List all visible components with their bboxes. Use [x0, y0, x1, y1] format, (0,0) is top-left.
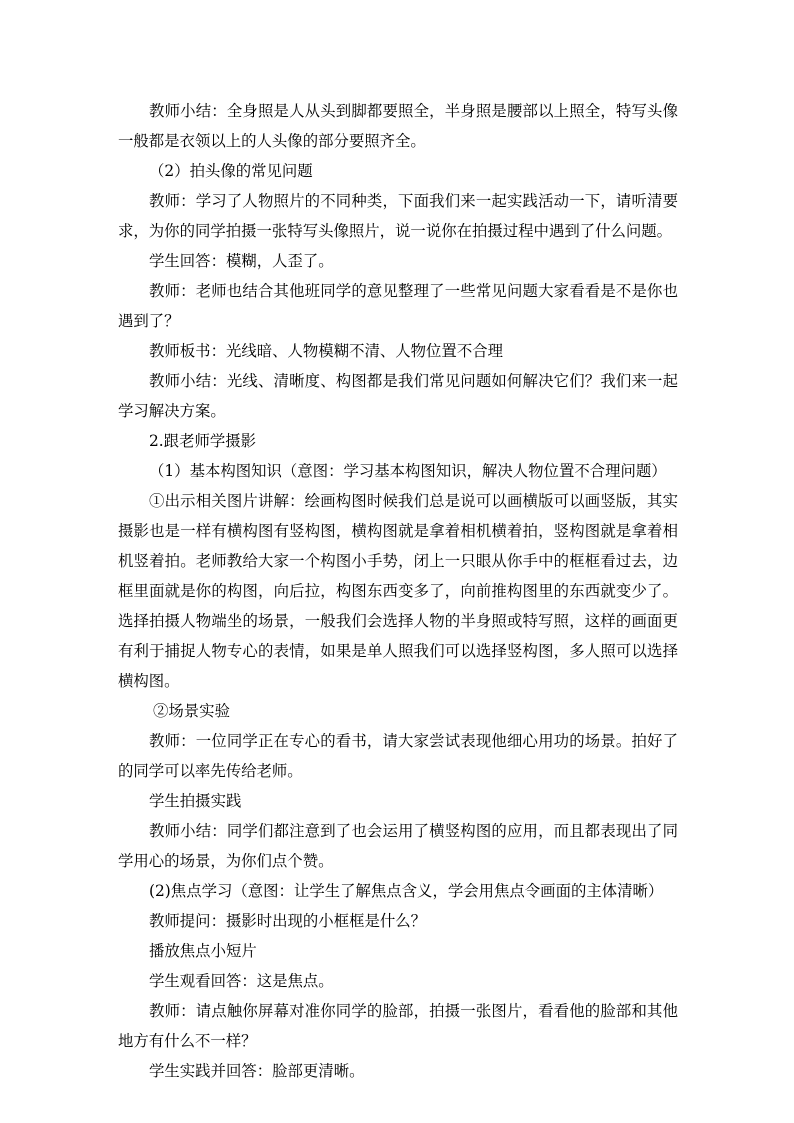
paragraph-teacher-common-problems: 教师：老师也结合其他班同学的意见整理了一些常见问题大家看看是不是你也遇到了？: [118, 282, 678, 330]
paragraph-play-focus-video: 播放焦点小短片: [149, 942, 257, 960]
paragraph-summary-solutions: 教师小结：光线、清晰度、构图都是我们常见问题如何解决它们？我们来一起学习解决方案。: [118, 372, 678, 420]
heading-composition-basics: （1）基本构图知识（意图：学习基本构图知识，解决人物位置不合理问题）: [149, 462, 667, 480]
paragraph-teacher-tap-face: 教师：请点触你屏幕对准你同学的脸部，拍摄一张图片，看看他的脸部和其他地方有什么不一样？: [118, 1002, 678, 1050]
heading-headshot-problems: （2）拍头像的常见问题: [149, 162, 313, 180]
paragraph-student-answer-focus: 学生观看回答：这是焦点。: [149, 972, 334, 990]
paragraph-student-answer-blurry: 学生回答：模糊，人歪了。: [149, 252, 334, 270]
document-body: [118, 96, 678, 1086]
paragraph-summary-composition: 教师小结：同学们都注意到了也会运用了横竖构图的应用，而且都表现出了同学用心的场景，为你们点个赞。: [118, 822, 678, 870]
paragraph-composition-explanation: ①出示相关图片讲解：绘画构图时候我们总是说可以画横版可以画竖版，其实摄影也是一样有横构图有竖构图，横构图就是拿着相机横着拍，竖构图就是拿着相机竖着拍。老师教给大家一个构图小手势，闭上一只眼从你手中的框框看过去，边框里面就是你的构图，向后拉，构图东西变多了，向前推构图里的东西就变少了。选择拍摄人物端坐的场景，一般我们会选择人物的半身照或特写照，这样的画面更有利于捕捉人物专心的表情，如果是单人照我们可以选择竖构图，多人照可以选择横构图。: [118, 492, 678, 690]
heading-scene-experiment: ②场景实验: [153, 702, 230, 720]
paragraph-summary-photo-types: 教师小结：全身照是人从头到脚都要照全，半身照是腰部以上照全，特写头像一般都是衣领以上的人头像的部分要照齐全。: [118, 102, 678, 150]
paragraph-teacher-blackboard: 教师板书：光线暗、人物模糊不清、人物位置不合理: [149, 342, 503, 360]
paragraph-teacher-reading-scene: 教师：一位同学正在专心的看书，请大家尝试表现他细心用功的场景。拍好了的同学可以率先传给老师。: [118, 732, 678, 780]
paragraph-teacher-question-focus: 教师提问：摄影时出现的小框框是什么？: [149, 912, 427, 930]
heading-learn-photography: 2.跟老师学摄影: [149, 432, 257, 450]
paragraph-student-shooting-practice: 学生拍摄实践: [149, 792, 242, 810]
heading-focus-learning: (2)焦点学习（意图：让学生了解焦点含义，学会用焦点令画面的主体清晰）: [149, 882, 664, 900]
paragraph-teacher-practice-task: 教师：学习了人物照片的不同种类，下面我们来一起实践活动一下，请听清要求，为你的同学拍摄一张特写头像照片，说一说你在拍摄过程中遇到了什么问题。: [118, 192, 678, 240]
paragraph-student-answer-clearer: 学生实践并回答：脸部更清晰。: [149, 1062, 365, 1080]
